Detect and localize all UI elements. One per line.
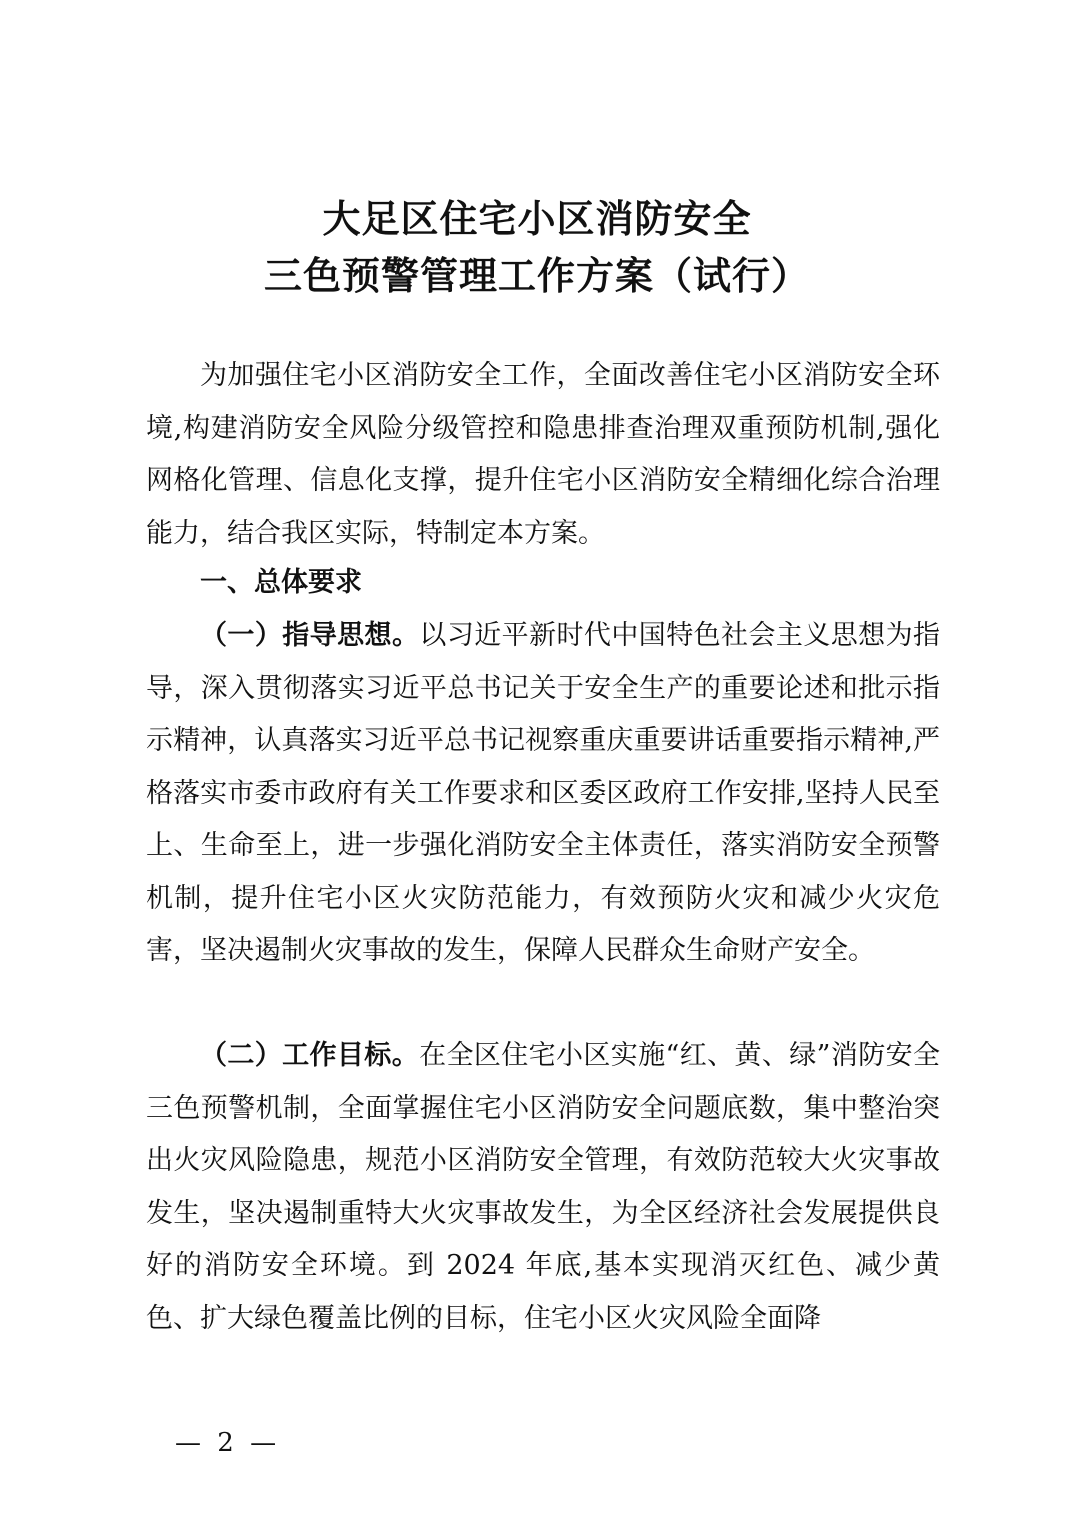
section-heading-general-requirements: 一、总体要求 — [200, 567, 362, 598]
paragraph-guiding-ideology — [146, 610, 940, 978]
intro-paragraph: 为加强住宅小区消防安全工作，全面改善住宅小区消防安全环境,构建消防安全风险分级管控和隐患排查治理双重预防机制,强化网格化管理、信息化支撑，提升住宅小区消防安全精细化综合治理能力，结合我区实际，特制定本方案。 — [146, 360, 940, 549]
document-title-line-1: 大足区住宅小区消防安全 — [322, 197, 752, 241]
paragraph-lead-work-objectives: （二）工作目标。 — [200, 1040, 420, 1071]
page-number: — 2 — — [175, 1428, 281, 1458]
document-title-line-2: 三色预警管理工作方案（试行） — [263, 254, 810, 298]
paragraph-lead-guiding-ideology: （一）指导思想。 — [200, 620, 420, 651]
paragraph-text-work-objectives: 在全区住宅小区实施“红、黄、绿”消防安全三色预警机制，全面掌握住宅小区消防安全问题底数，集中整治突出火灾风险隐患，规范小区消防安全管理，有效防范较大火灾事故发生，坚决遏制重特大火灾事故发生，为全区经济社会发展提供良好的消防安全环境。到 2024 年底,基本实现消灭红色、减少黄色、扩大绿色覆盖比例的目标，住宅小区火灾风险全面降 — [146, 1040, 941, 1334]
paragraph-text-guiding-ideology: 以习近平新时代中国特色社会主义思想为指导，深入贯彻落实习近平总书记关于安全生产的重要论述和批示指示精神，认真落实习近平总书记视察重庆重要讲话重要指示精神,严格落实市委市政府有关工作要求和区委区政府工作安排,坚持人民至上、生命至上，进一步强化消防安全主体责任，落实消防安全预警机制，提升住宅小区火灾防范能力，有效预防火灾和减少火灾危害，坚决遏制火灾事故的发生，保障人民群众生命财产安全。 — [146, 620, 941, 966]
paragraph-work-objectives — [146, 1030, 940, 1345]
